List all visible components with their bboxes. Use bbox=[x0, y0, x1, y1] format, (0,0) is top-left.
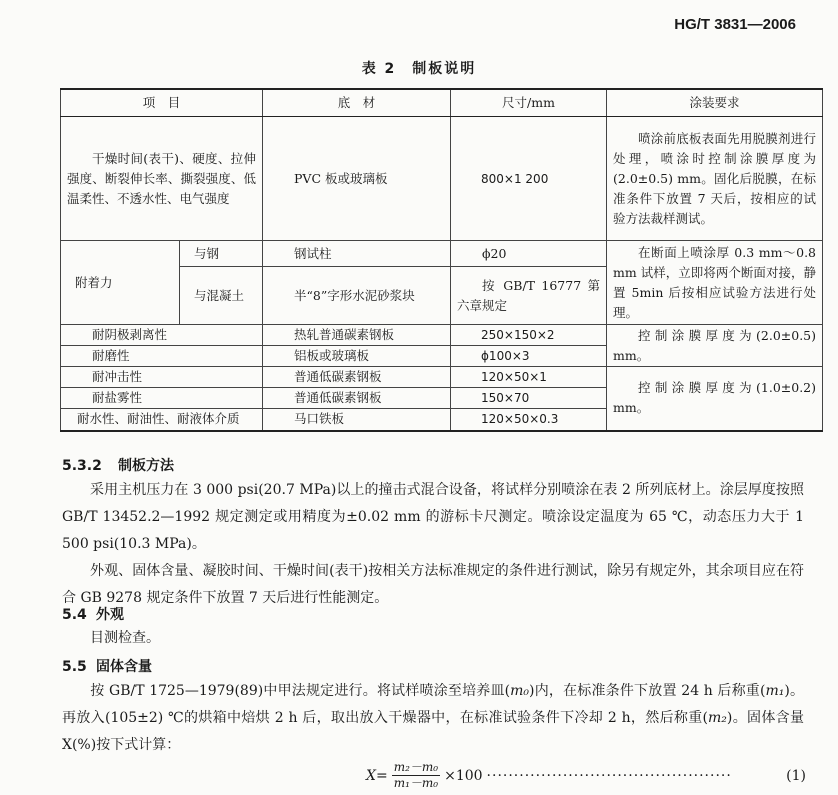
cell-item: 耐阴极剥离性 bbox=[61, 325, 263, 346]
cell-substrate: 普通低碳素钢板 bbox=[263, 367, 451, 388]
cell-substrate: 钢试柱 bbox=[263, 241, 451, 267]
formula-fraction bbox=[392, 760, 440, 791]
cell-size: ϕ20 bbox=[451, 241, 607, 267]
cell-subitem: 与混凝土 bbox=[180, 267, 263, 325]
header-item: 项 目 bbox=[61, 89, 263, 117]
cell-size: 按 GB/T 16777 第六章规定 bbox=[451, 267, 607, 325]
symbol-m0: m₀ bbox=[510, 683, 530, 699]
cell-size: 120×50×0.3 bbox=[451, 409, 607, 431]
cell-size: 250×150×2 bbox=[451, 325, 607, 346]
cell-size: ϕ100×3 bbox=[451, 346, 607, 367]
section-heading-5-4 bbox=[62, 604, 124, 624]
section-number: 5.4 bbox=[62, 607, 87, 623]
paragraph-text: 按 GB/T 1725—1979(89)中甲法规定进行。将试样喷涂至培养皿( bbox=[90, 683, 511, 699]
section-title: 固体含量 bbox=[96, 659, 152, 675]
cell-size: 150×70 bbox=[451, 388, 607, 409]
cell-substrate: 普通低碳素钢板 bbox=[263, 388, 451, 409]
cell-item: 耐磨性 bbox=[61, 346, 263, 367]
formula-factor: ×100 bbox=[444, 767, 483, 784]
cell-coating: 在断面上喷涂厚 0.3 mm～0.8 mm 试样，立即将两个断面对接，静置 5min 后按相应试验方法进行处理。 bbox=[607, 241, 823, 325]
paragraph-text: 目测检查。 bbox=[90, 630, 160, 646]
paragraph-text: 采用主机压力在 3 000 psi(20.7 MPa)以上的撞击式混合设备，将试样分别喷涂在表 2 所列底材上。涂层厚度按照 GB/T 13452.2—1992 规定测定或用精度为±0.02 mm 的游标卡尺测定。喷涂设定温度为 65 ℃，动态压力大于 1 500 psi(10.3 MPa)。 bbox=[62, 482, 804, 552]
formula-leader-dots: ············································· bbox=[486, 767, 732, 784]
table-row bbox=[61, 241, 823, 267]
cell-item: 耐水性、耐油性、耐液体介质 bbox=[61, 409, 263, 431]
cell-substrate: 马口铁板 bbox=[263, 409, 451, 431]
table-row bbox=[61, 367, 823, 388]
cell-substrate: PVC 板或玻璃板 bbox=[263, 117, 451, 241]
table-row bbox=[61, 325, 823, 346]
symbol-m1: m₁ bbox=[765, 683, 785, 699]
table-header-row bbox=[61, 89, 823, 117]
paragraph-text: )。固体含量 X(%)按下式计算： bbox=[62, 710, 805, 753]
paragraph bbox=[62, 625, 804, 652]
paragraph bbox=[62, 477, 804, 558]
specimen-prep-table bbox=[60, 88, 823, 432]
cell-item: 干燥时间(表干)、硬度、拉伸强度、断裂伸长率、撕裂强度、低温柔性、不透水性、电气强度 bbox=[61, 117, 263, 241]
cell-size: 120×50×1 bbox=[451, 367, 607, 388]
paragraph bbox=[62, 558, 804, 612]
header-coating: 涂装要求 bbox=[607, 89, 823, 117]
formula-denominator: m₁－m₀ bbox=[393, 776, 439, 790]
cell-coating: 控制涂膜厚度为(1.0±0.2) mm。 bbox=[607, 367, 823, 431]
section-number: 5.5 bbox=[62, 659, 87, 675]
section-number: 5.3.2 bbox=[62, 458, 102, 474]
paragraph bbox=[62, 678, 804, 759]
section-title: 制板方法 bbox=[118, 458, 174, 474]
formula-label: (1) bbox=[786, 767, 806, 784]
cell-substrate: 半“8”字形水泥砂浆块 bbox=[263, 267, 451, 325]
cell-substrate: 铝板或玻璃板 bbox=[263, 346, 451, 367]
paragraph-text: )。再放入(105±2) ℃的烘箱中焙烘 2 h 后，取出放入干燥器中，在标准试验条件下冷却 2 h，然后称重( bbox=[62, 683, 804, 726]
cell-coating: 控制涂膜厚度为(2.0±0.5) mm。 bbox=[607, 325, 823, 367]
paragraph-text: 外观、固体含量、凝胶时间、干燥时间(表干)按相关方法标准规定的条件进行测试，除另有规定外，其余项目应在符合 GB 9278 规定条件下放置 7 天后进行性能测定。 bbox=[62, 563, 804, 606]
cell-item: 附着力 bbox=[61, 241, 180, 325]
cell-item: 耐冲击性 bbox=[61, 367, 263, 388]
header-substrate: 底 材 bbox=[263, 89, 451, 117]
formula-lhs: X bbox=[366, 767, 376, 784]
cell-item: 耐盐雾性 bbox=[61, 388, 263, 409]
cell-coating: 喷涂前底板表面先用脱膜剂进行处理，喷涂时控制涂膜厚度为(2.0±0.5) mm。固化后脱膜，在标准条件下放置 7 天后，按相应的试验方法裁样测试。 bbox=[607, 117, 823, 241]
table-title: 表 2 制板说明 bbox=[361, 61, 477, 77]
section-heading-5-5 bbox=[62, 656, 152, 676]
standard-code: HG/T 3831—2006 bbox=[674, 16, 796, 33]
paragraph-text: )内，在标准条件下放置 24 h 后称重( bbox=[529, 683, 766, 699]
formula-equals: = bbox=[375, 767, 388, 784]
symbol-m2: m₂ bbox=[708, 710, 727, 726]
header-size: 尺寸/mm bbox=[451, 89, 607, 117]
table-row bbox=[61, 117, 823, 241]
section-heading-5-3-2 bbox=[62, 455, 174, 475]
cell-substrate: 热轧普通碳素钢板 bbox=[263, 325, 451, 346]
section-title: 外观 bbox=[96, 607, 124, 623]
cell-subitem: 与钢 bbox=[180, 241, 263, 267]
cell-size: 800×1 200 bbox=[451, 117, 607, 241]
formula-numerator: m₂－m₀ bbox=[393, 760, 439, 774]
formula-1 bbox=[366, 760, 806, 791]
